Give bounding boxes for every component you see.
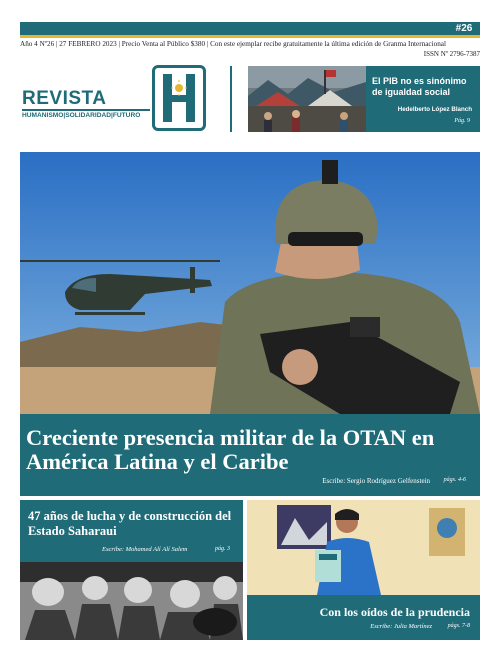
promo-page: Pág. 9 (454, 118, 470, 124)
man-with-magazine-photo (247, 500, 480, 595)
main-story-page: págs. 4-6 (443, 477, 466, 483)
promo-teaser[interactable] (248, 66, 480, 132)
promo-title: El PIB no es sinónimo de igualdad social (372, 76, 467, 97)
logo-subtitle: HUMANISMO|SOLIDARIDAD|FUTURO (22, 112, 141, 119)
prudencia-title: Con los oídos de la prudencia (319, 605, 470, 619)
prudencia-author: Escribe: Julia Martínez (370, 623, 432, 630)
logo-wordmark: REVISTA (22, 88, 107, 109)
saharaui-page: pág. 3 (215, 546, 230, 552)
prudencia-story-card[interactable] (247, 500, 480, 640)
main-headline: Creciente presencia militar de la OTAN en América Latina y el Caribe (26, 425, 435, 474)
h-logo-icon (152, 65, 206, 131)
main-story-banner[interactable] (20, 414, 480, 496)
hero-soldier-photo (20, 152, 480, 414)
issn-number: ISSN Nº 2796-7387 (423, 50, 480, 58)
saharaui-story-card[interactable] (20, 500, 243, 640)
main-story-author: Escribe: Sergio Rodríguez Gelfenstein (322, 477, 430, 485)
issue-badge: #26 (455, 23, 473, 34)
edition-info-line: Año 4 Nº26 | 27 FEBRERO 2023 | Precio Venta al Público $380 | Con este ejemplar recibe gratuitamente la última edición de Granma Internacional (20, 40, 446, 48)
logo-underline (22, 109, 150, 111)
logo-divider (230, 66, 232, 132)
prudencia-page: págs. 7-8 (447, 623, 470, 629)
saharaui-group-photo (20, 562, 243, 640)
saharaui-author: Escribe: Mohamed Alí Alí Salem (102, 546, 188, 553)
promo-author: Hedelberto López Blanch (397, 106, 472, 113)
protest-camp-photo (248, 66, 366, 132)
saharaui-title: 47 años de lucha y de construcción del Estado Saharaui (28, 509, 232, 538)
header-accent-line (20, 35, 480, 38)
header-bar (20, 22, 480, 35)
